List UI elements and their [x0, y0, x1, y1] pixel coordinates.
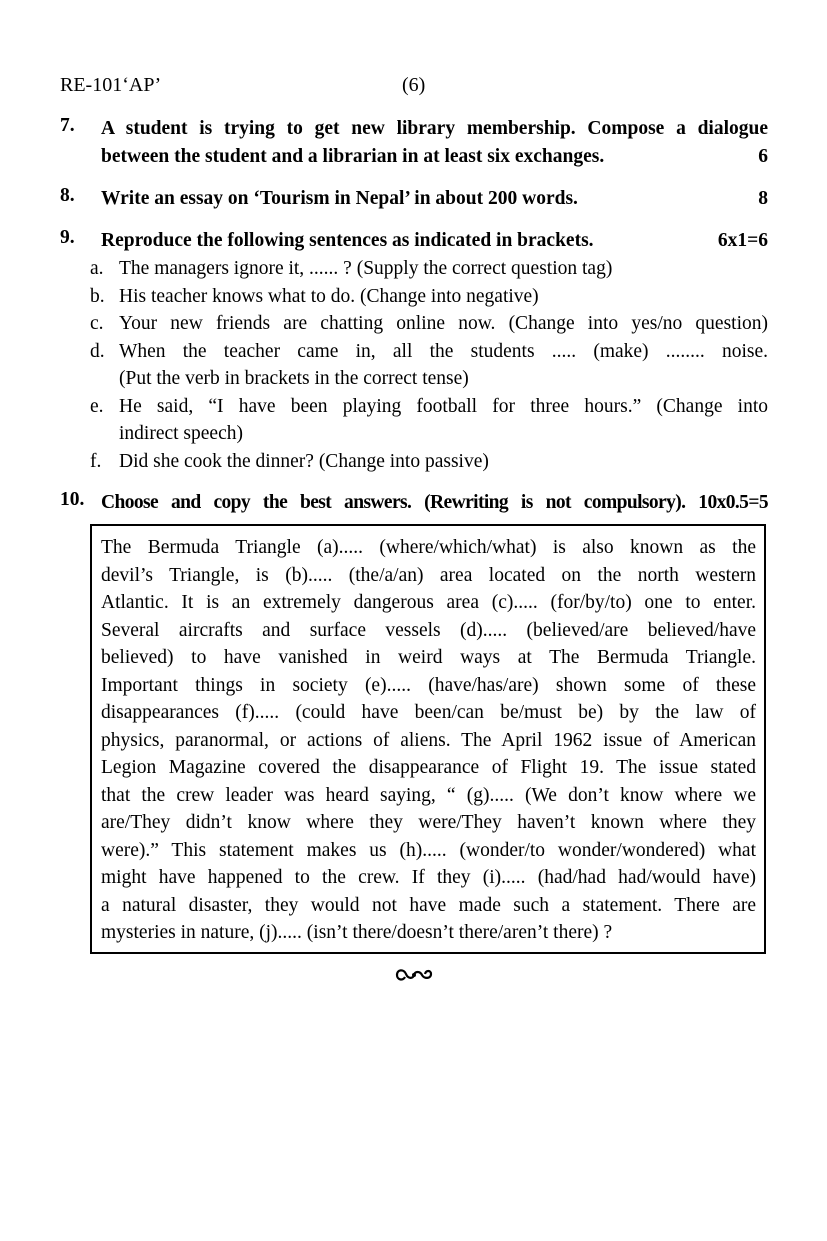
question-line-text: Reproduce the following sentences as indicated in brackets.	[101, 230, 594, 251]
passage-line: Several aircrafts and surface vessels (d)..... (believed/are believed/have	[101, 619, 756, 641]
question-content	[90, 227, 768, 475]
sub-question-list	[90, 255, 768, 475]
paper-code: RE-101‘AP’	[60, 74, 162, 96]
sub-question-letter: b.	[90, 285, 105, 307]
passage-line: believed) to have vanished in weird ways at The Bermuda Triangle.	[101, 647, 756, 668]
question-text	[101, 489, 768, 517]
passage-line: a natural disaster, they would not have made such a statement. There are	[101, 894, 756, 916]
question-number: 10.	[60, 489, 85, 510]
sub-question	[90, 393, 768, 448]
sub-question	[90, 448, 768, 476]
sub-question	[90, 283, 768, 311]
question-marks: 6	[758, 146, 768, 167]
page-number: (6)	[402, 74, 426, 96]
passage-line: mysteries in nature, (j)..... (isn’t there/doesn’t there/aren’t there) ?	[101, 922, 613, 943]
question-line	[101, 143, 768, 171]
sub-question-letter: e.	[90, 395, 104, 417]
sub-question-text: His teacher knows what to do. (Change into negative)	[119, 285, 539, 307]
question-line-text: Write an essay on ‘Tourism in Nepal’ in about 200 words.	[101, 188, 578, 209]
sub-question	[90, 338, 768, 393]
passage-line: The Bermuda Triangle (a)..... (where/which/what) is also known as the	[101, 537, 756, 558]
sub-question	[90, 255, 768, 283]
question-marks: 8	[758, 188, 768, 209]
end-ornament-icon	[394, 965, 434, 985]
question-line: A student is trying to get new library membership. Compose a dialogue	[101, 118, 768, 139]
question-line-text: between the student and a librarian in at least six exchanges.	[101, 146, 605, 167]
sub-question	[90, 310, 768, 338]
sub-question-text: The managers ignore it, ...... ? (Supply the correct question tag)	[119, 258, 613, 279]
sub-question-text: Did she cook the dinner? (Change into passive)	[119, 450, 489, 472]
sub-question-text: indirect speech)	[119, 423, 243, 444]
question-number: 8.	[60, 185, 75, 206]
sub-question-text: When the teacher came in, all the students ..... (make) ........ noise.	[119, 340, 768, 362]
passage-line: might have happened to the crew. If they (i)..... (had/had had/would have)	[101, 867, 756, 888]
passage-line: devil’s Triangle, is (b)..... (the/a/an) area located on the north western	[101, 564, 756, 586]
question-number: 7.	[60, 115, 75, 136]
sub-question-text: (Put the verb in brackets in the correct tense)	[119, 368, 469, 389]
passage-line: physics, paranormal, or actions of aliens. The April 1962 issue of American	[101, 729, 756, 751]
sub-question-letter: d.	[90, 340, 105, 362]
passage-line: Legion Magazine covered the disappearance of Flight 19. The issue stated	[101, 757, 756, 778]
question-marks: 6x1=6	[717, 230, 768, 251]
sub-question-letter: a.	[90, 258, 104, 279]
sub-question-text: He said, “I have been playing football for three hours.” (Change into	[119, 395, 768, 417]
question-text	[101, 185, 768, 213]
passage-line: were).” This statement makes us (h)..... (wonder/to wonder/wondered) what	[101, 839, 756, 861]
sub-question-letter: c.	[90, 313, 104, 334]
passage-line: that the crew leader was heard saying, “ (g)..... (We don’t know where we	[101, 784, 756, 806]
question-line: Choose and copy the best answers. (Rewriting is not compulsory). 10x0.5=5	[101, 492, 768, 513]
passage-line: are/They didn’t know where they were/They haven’t known where they	[101, 812, 756, 833]
question-number: 9.	[60, 227, 75, 248]
sub-question-text: Your new friends are chatting online now. (Change into yes/no question)	[119, 313, 768, 334]
question-line	[101, 227, 768, 255]
sub-question-letter: f.	[90, 450, 102, 472]
question-text	[101, 115, 768, 171]
passage-line: disappearances (f)..... (could have been/can be/must be) by the law of	[101, 702, 756, 723]
passage-box	[90, 524, 766, 954]
passage-line: Important things in society (e)..... (have/has/are) shown some of these	[101, 674, 756, 696]
page-header	[60, 74, 768, 100]
passage-line: Atlantic. It is an extremely dangerous area (c)..... (for/by/to) one to enter.	[101, 592, 756, 613]
question-line	[101, 185, 768, 213]
